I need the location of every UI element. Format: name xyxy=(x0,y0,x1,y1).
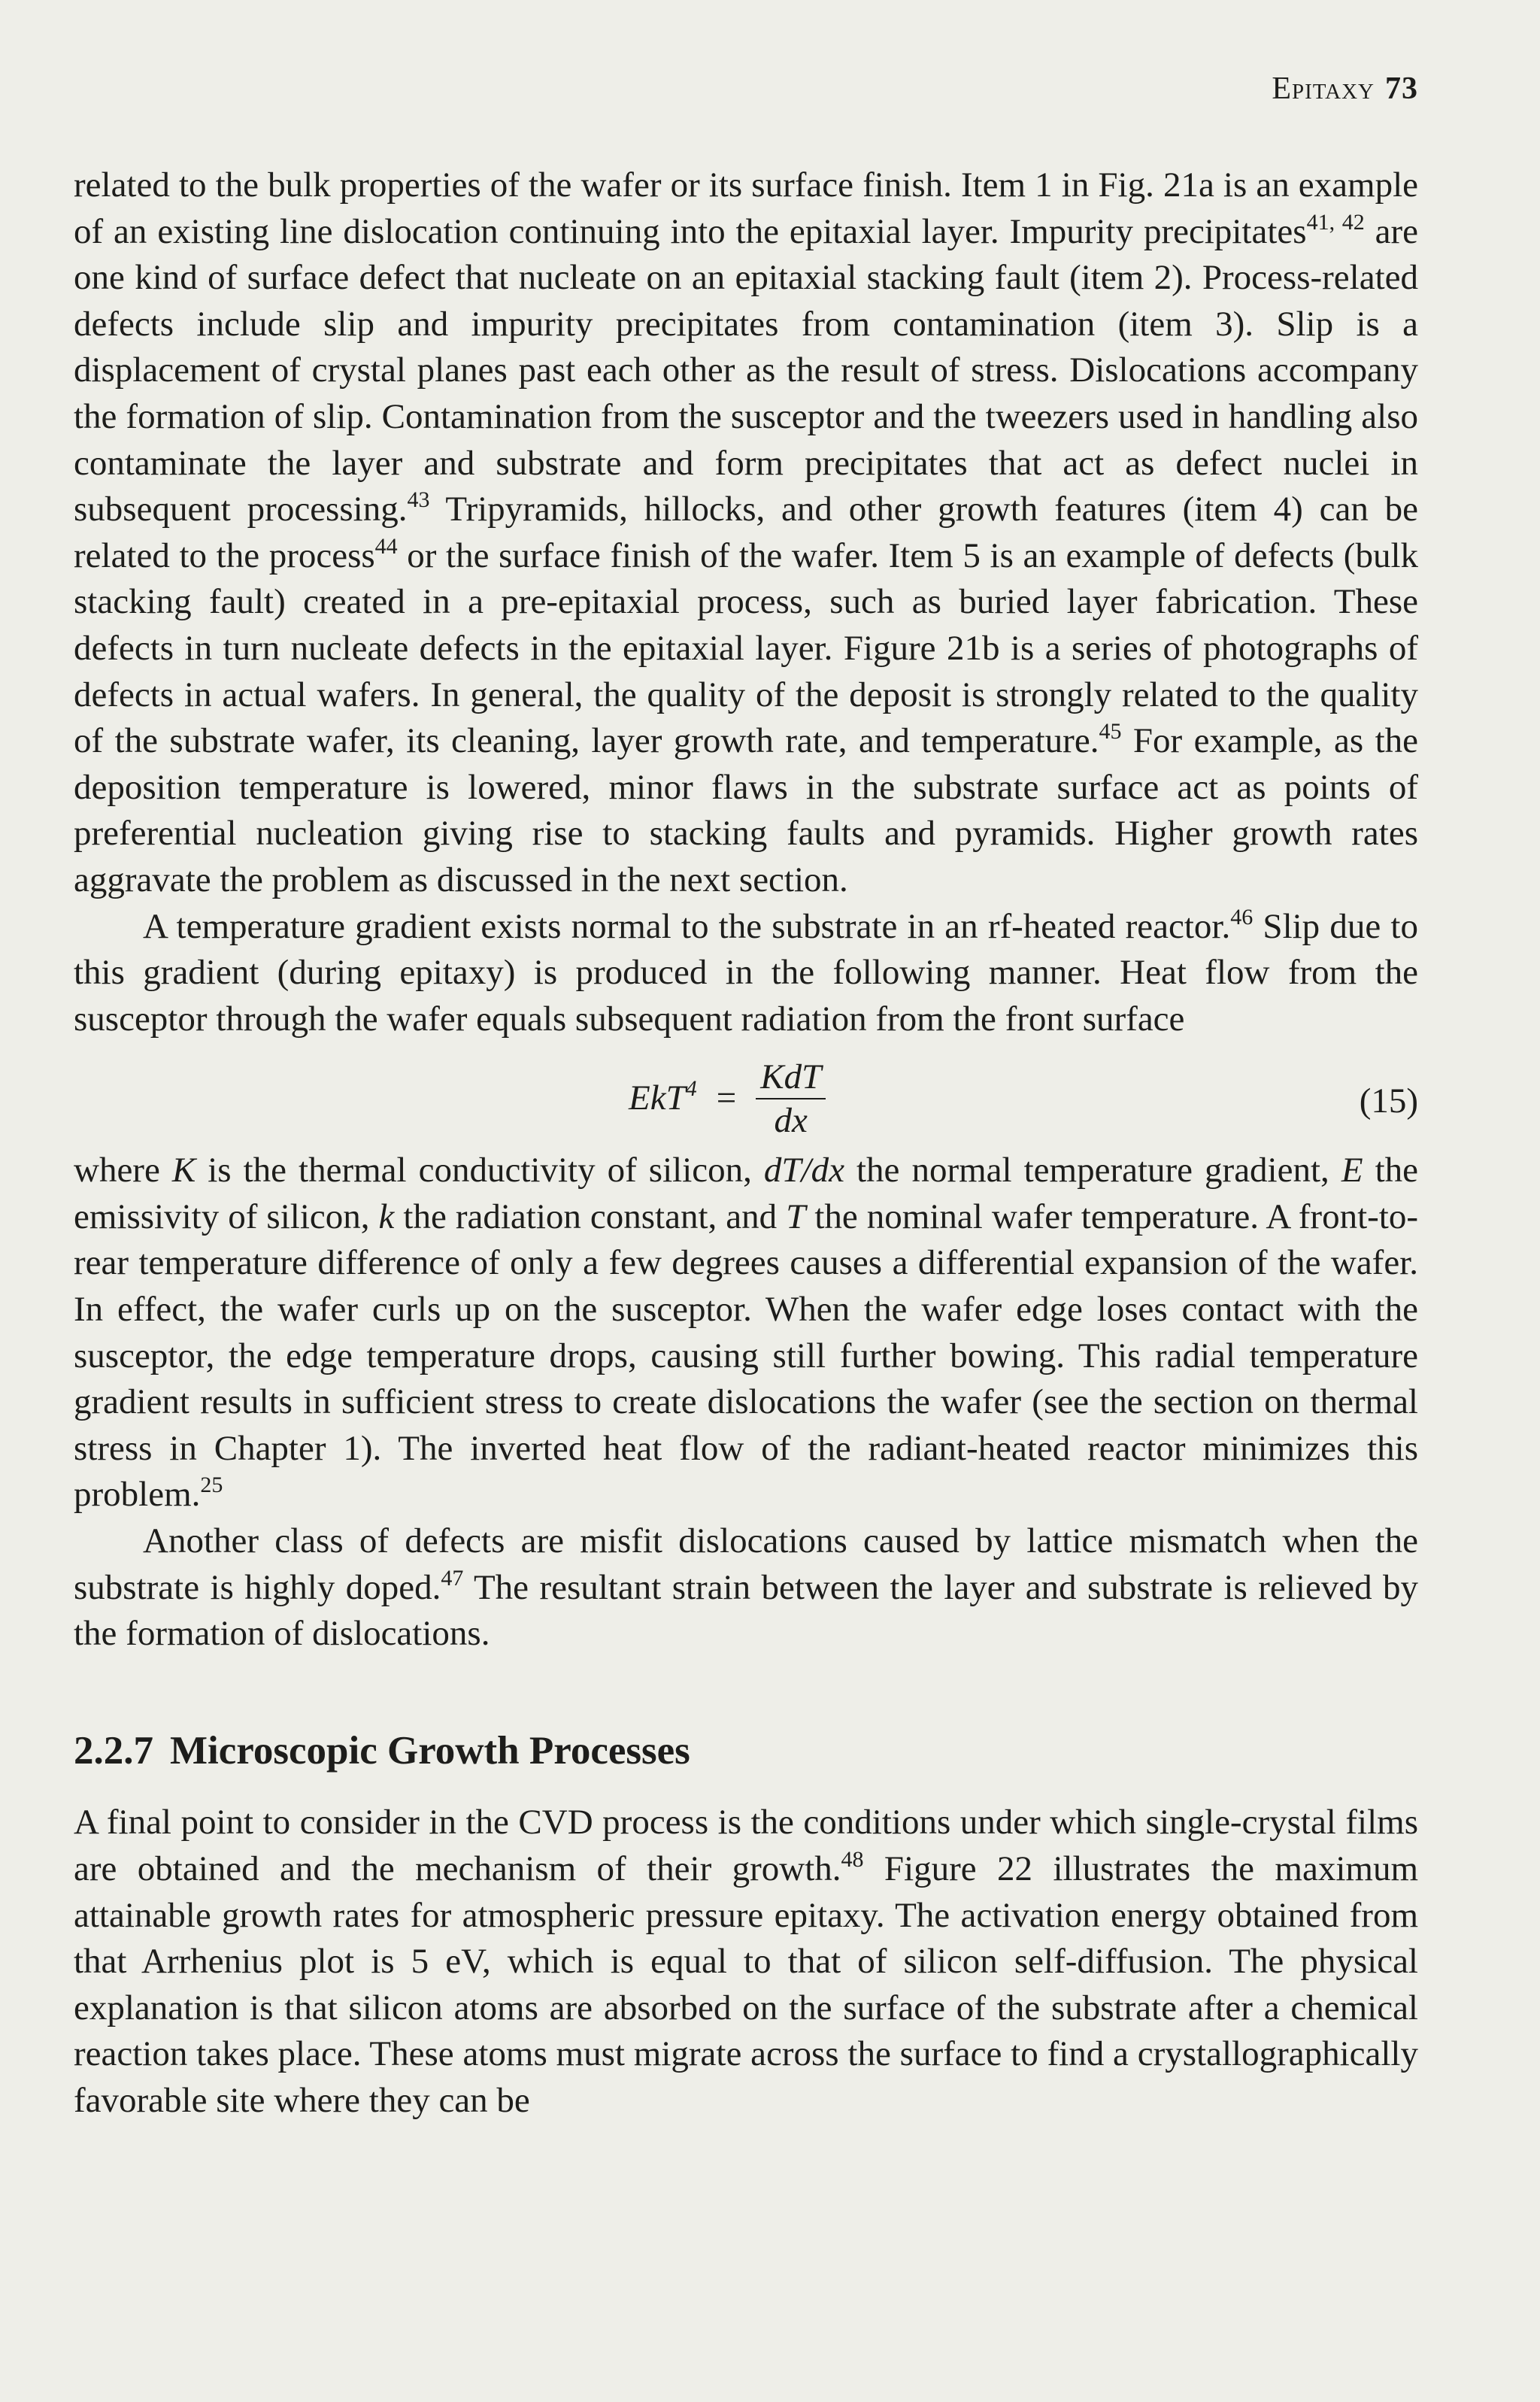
paragraph-misfit xyxy=(74,1518,1418,1657)
equals-sign: = xyxy=(716,1078,737,1118)
citation: 47 xyxy=(441,1565,464,1591)
text-run: the radiation constant, and xyxy=(394,1196,787,1236)
page-number: 73 xyxy=(1385,71,1418,106)
running-head xyxy=(1272,71,1418,107)
paragraph-temperature-gradient xyxy=(74,904,1418,1043)
equation-15 xyxy=(74,1045,1418,1148)
section-title: Microscopic Growth Processes xyxy=(170,1728,690,1773)
equation-fraction xyxy=(756,1056,826,1142)
text-run: Slip due to this gradient (during epitaxy) is produced in the following manner. Heat flow from the susceptor through the wafer equals subsequent radiation from the front surface xyxy=(74,906,1418,1039)
text-run: are one kind of surface defect that nucleate on an epitaxial stacking fault (item 2). Process-related defects include slip and impurity precipitates from contamination (item 3). Slip is a displacement of crystal planes past each other as the result of stress. Dislocations accompany the formation of slip. Contamination from the susceptor and the tweezers used in handling also contaminate the layer and substrate and form precipitates that act as defect nuclei in subsequent processing. xyxy=(74,211,1418,529)
equation-number: (15) xyxy=(1359,1081,1418,1121)
text-run: the normal temperature gradient, xyxy=(844,1151,1341,1190)
text-run: related to the bulk properties of the wafer or its surface finish. Item 1 in Fig. 21a is an example of an existing line dislocation continuing into the epitaxial layer. Impurity precipitates xyxy=(74,165,1418,251)
text-run: Another class of defects are misfit dislocations caused by lattice mismatch when the substrate is highly doped. xyxy=(74,1521,1418,1607)
paragraph-defects xyxy=(74,162,1418,904)
math-variable: E xyxy=(1341,1151,1363,1190)
text-run: Figure 22 illustrates the maximum attainable growth rates for atmospheric pressure epitaxy. The activation energy obtained from that Arrhenius plot is 5 eV, which is equal to that of silicon self-diffusion. The physical explanation is that silicon atoms are absorbed on the surface of the substrate after a chemical reaction takes place. These atoms must migrate across the surface to find a crystallographically favorable site where they can be xyxy=(74,1849,1418,2120)
text-run: For example, as the deposition temperature is lowered, minor flaws in the substrate surface act as points of preferential nucleation giving rise to stacking faults and pyramids. Higher growth rates aggravate the problem as discussed in the next section. xyxy=(74,721,1418,899)
citation: 45 xyxy=(1099,719,1122,745)
paragraph-growth xyxy=(74,1800,1418,2124)
citation: 25 xyxy=(200,1472,223,1498)
citation: 41, 42 xyxy=(1306,209,1365,235)
math-variable: K xyxy=(171,1151,196,1190)
citation: 48 xyxy=(841,1847,864,1872)
text-run: A temperature gradient exists normal to the substrate in an rf-heated reactor. xyxy=(143,906,1231,946)
running-head-section: Epitaxy xyxy=(1272,71,1375,106)
math-variable: T xyxy=(786,1196,806,1236)
citation: 46 xyxy=(1230,904,1254,930)
text-run: the emissivity of silicon, xyxy=(74,1151,1418,1236)
math-variable: k xyxy=(378,1196,395,1236)
text-run: is the thermal conductivity of silicon, xyxy=(196,1151,764,1190)
section-number: 2.2.7 xyxy=(74,1728,153,1773)
text-run: the nominal wafer temperature. A front-to-rear temperature difference of only a few degrees causes a differential expansion of the wafer. In effect, the wafer curls up on the susceptor. When the wafer edge loses contact with the susceptor, the edge temperature drops, causing still further bowing. This radial temperature gradient results in sufficient stress to create dislocations the wafer (see the section on thermal stress in Chapter 1). The inverted heat flow of the radiant-heated reactor minimizes this problem. xyxy=(74,1196,1418,1515)
citation: 43 xyxy=(407,487,430,513)
text-run: where xyxy=(74,1151,172,1190)
paragraph-variables xyxy=(74,1148,1418,1518)
fraction-numerator: KdT xyxy=(760,1057,822,1097)
section-heading xyxy=(74,1728,1418,1775)
citation: 44 xyxy=(374,533,398,559)
equation-lhs-term: EkT xyxy=(629,1078,686,1118)
equation-exponent: 4 xyxy=(685,1076,697,1102)
equation-lhs xyxy=(629,1075,697,1122)
text-run: Tripyramids, hillocks, and other growth features (item 4) can be related to the process xyxy=(74,490,1419,575)
text-run: A final point to consider in the CVD process is the conditions under which single-crystal films are obtained and the mechanism of their growth. xyxy=(74,1803,1418,1888)
equation-body xyxy=(629,1056,826,1142)
body-text xyxy=(74,162,1418,2124)
book-page xyxy=(74,0,1418,2402)
text-run: or the surface finish of the wafer. Item 5 is an example of defects (bulk stacking fault) created in a pre-epitaxial process, such as buried layer fabrication. These defects in turn nucleate defects in the epitaxial layer. Figure 21b is a series of photographs of defects in actual wafers. In general, the quality of the deposit is strongly related to the quality of the substrate wafer, its cleaning, layer growth rate, and temperature. xyxy=(74,535,1418,761)
math-variable: dT/dx xyxy=(763,1151,844,1190)
text-run: The resultant strain between the layer and substrate is relieved by the formation of dislocations. xyxy=(74,1567,1418,1654)
fraction-denominator: dx xyxy=(774,1101,808,1141)
